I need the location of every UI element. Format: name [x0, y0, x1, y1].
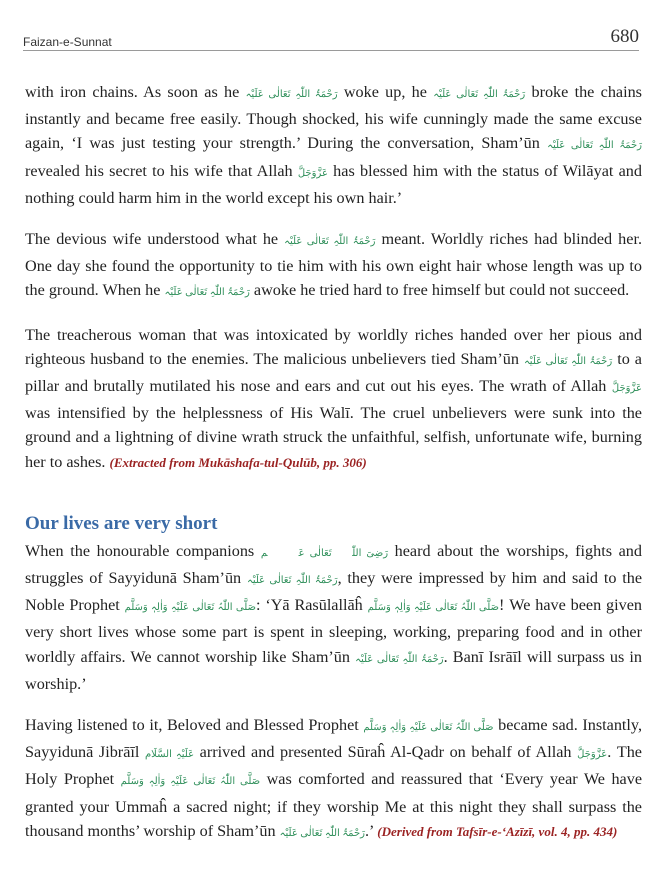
blessing-azza: عَزَّوَجَلَّ	[611, 383, 642, 395]
section-heading: Our lives are very short	[25, 512, 218, 534]
text-span: to a pillar and brutally mutilated his nose and ears and cut out his eyes. The wrath of Allah	[25, 349, 642, 396]
paragraph-3	[25, 323, 642, 475]
blessing-alayh: رَحْمَۃُ اللّٰہِ تَعَالٰی عَلَیْہ	[284, 236, 376, 248]
paragraph-2	[25, 227, 642, 306]
text-span: , they were impressed by him and said to the Noble Prophet	[25, 569, 643, 615]
page-number: 680	[610, 26, 639, 47]
blessing-alayh: رَحْمَۃُ اللّٰہِ تَعَالٰی عَلَیْہ	[245, 89, 338, 100]
blessing-anhum: رَضِیَ اللّٰہُ تَعَالٰی عَنۡہُم	[260, 547, 389, 559]
blessing-azza: عَزَّوَجَلَّ	[297, 167, 328, 179]
text-span: woke up, he	[337, 83, 434, 101]
text-span: awoke he tried hard to free himself but could not succeed.	[249, 281, 630, 300]
text-span: : ‘Yā Rasūlallāĥ	[256, 596, 368, 615]
blessing-alayh: رَحْمَۃُ اللّٰہِ تَعَالٰی عَلَیْہ	[355, 653, 444, 665]
blessing-azza: عَزَّوَجَلَّ	[577, 749, 608, 761]
blessing-alayh: رَحْمَۃُ اللّٰہِ تَعَالٰی عَلَیْہ	[246, 575, 338, 587]
text-span: meant. Worldly riches had blinded her. One day she found the opportunity to tie him with his own eight hair whose length was up to the ground. When he	[25, 230, 642, 300]
text-span: has blessed him with the status of Wilāyat and nothing could harm him in the world except his own hair.’	[25, 161, 642, 207]
text-span: was intensified by the helplessness of His Walī. The cruel unbelievers were sunk into the ground and a lightning of divine wrath struck the unfaithful, selfish, unfortunate wife, burning her to ashes.	[25, 404, 642, 471]
blessing-alayh: رَحْمَۃُ اللّٰہِ تَعَالٰی عَلَیْہ	[279, 827, 365, 839]
text-span: heard about the worships, fights and struggles of Sayyidunā Sham’ūn	[25, 541, 642, 588]
blessing-alayh: رَحْمَۃُ اللّٰہِ تَعَالٰی عَلَیْہ	[547, 140, 642, 152]
page-header	[23, 14, 639, 51]
text-span: was comforted and reassured that ‘Every year We have granted your Ummaĥ a sacred night; if they worship Me at this night they shall surpass the thousand months’ worship of Sham’ūn	[25, 770, 643, 840]
text-span: Having listened to it, Beloved and Blessed Prophet	[25, 716, 364, 735]
text-span: .’	[364, 821, 378, 840]
blessing-salla: صَلَّی اللّٰہُ تَعَالٰی عَلَیْہِ وَاٰلِہٖ وَسَلَّم	[124, 602, 257, 614]
text-span: . The Holy Prophet	[25, 743, 642, 789]
text-span: arrived and presented Sūraĥ Al-Qadr on behalf of Allah	[194, 743, 578, 762]
text-span: became sad. Instantly, Sayyidunā Jibrāīl	[25, 716, 642, 762]
citation: (Extracted from Mukāshafa-tul-Qulūb, pp. 306)	[109, 454, 367, 470]
blessing-alayh: رَحْمَۃُ اللّٰہِ تَعَالٰی عَلَیْہ	[433, 89, 526, 100]
text-span: with iron chains. As soon as he	[25, 83, 246, 101]
paragraph-5	[25, 713, 642, 846]
text-span: . Banī Isrāīl will surpass us in worship.’	[25, 647, 642, 693]
text-span: revealed his secret to his wife that Allah	[25, 161, 298, 180]
blessing-salla: صَلَّی اللّٰہُ تَعَالٰی عَلَیْہِ وَاٰلِہٖ وَسَلَّم	[367, 602, 500, 614]
blessing-salla: صَلَّی اللّٰہُ تَعَالٰی عَلَیْہِ وَاٰلِہٖ وَسَلَّم	[120, 776, 261, 788]
text-span: When the honourable companions	[25, 541, 261, 560]
blessing-alayh: رَحْمَۃُ اللّٰہِ تَعَالٰی عَلَیْہ	[164, 287, 250, 299]
blessing-salla: صَلَّی اللّٰہُ تَعَالٰی عَلَیْہِ وَاٰلِہٖ وَسَلَّم	[363, 722, 494, 734]
blessing-alayh: رَحْمَۃُ اللّٰہِ تَعَالٰی عَلَیْہ	[523, 355, 613, 367]
blessing-salam: عَلَیْہِ السَّلَام	[144, 749, 195, 761]
text-span: ! We have been given very short lives whose some part is spent in sleeping, working, preparing food and in other worldly affairs. We cannot worship like Sham’ūn	[25, 596, 643, 666]
page-content	[25, 80, 642, 863]
paragraph-4	[25, 539, 642, 696]
text-span: The devious wife understood what he	[25, 230, 285, 249]
text-span: The treacherous woman that was intoxicated by worldly riches handed over her pious and righteous husband to the enemies. The malicious unbelievers tied Sham’ūn	[25, 325, 642, 368]
text-span: broke the chains instantly and became free easily. Though shocked, his wife cunningly made the same excuse again, ‘I was just testing your strength.’ During the conversation, Sham’ūn	[25, 83, 642, 153]
citation: (Derived from Tafsīr-e-‘Azīzī, vol. 4, pp. 434)	[377, 823, 618, 839]
paragraph-1	[25, 80, 642, 210]
book-title: Faizan-e-Sunnat	[23, 35, 112, 49]
